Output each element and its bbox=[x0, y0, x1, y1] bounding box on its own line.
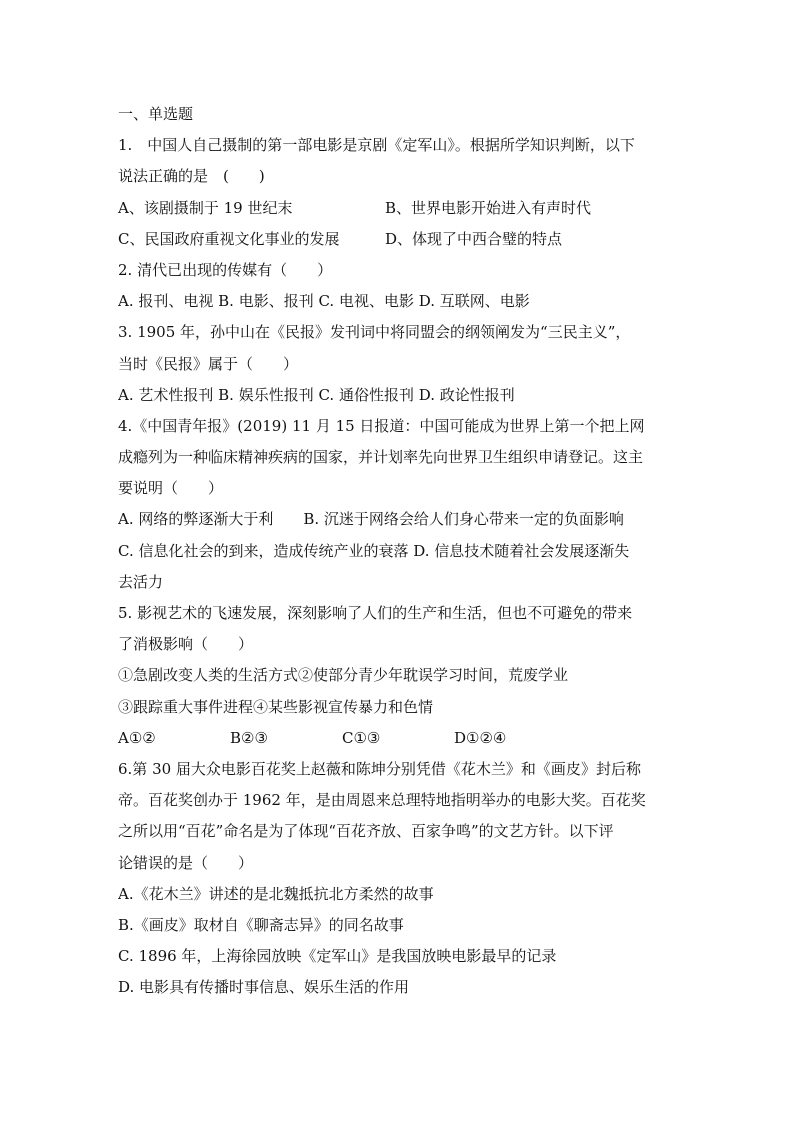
question-5 bbox=[118, 598, 683, 754]
question-6-stem-line-1: 6.第 30 届大众电影百花奖上赵薇和陈坤分别凭借《花木兰》和《画皮》封后称 bbox=[118, 759, 641, 778]
question-4 bbox=[118, 411, 683, 598]
question-6-stem-line-2: 帝。百花奖创办于 1962 年，是由周恩来总理特地指明举办的电影大奖。百花奖 bbox=[118, 791, 646, 810]
question-5-statements-line-1: ①急剧改变人类的生活方式②使部分青少年耽误学习时间，荒废学业 bbox=[118, 666, 569, 685]
question-1-stem-line-1: 1. 中国人自己摄制的第一部电影是京剧《定军山》。根据所学知识判断，以下 bbox=[118, 136, 635, 155]
question-4-options-line-1: A. 网络的弊逐渐大于利 B. 沉迷于网络会给人们身心带来一定的负面影响 bbox=[118, 510, 624, 529]
question-6-stem-line-4: 论错误的是（ ） bbox=[118, 853, 254, 872]
question-6-option-d: D. 电影具有传播时事信息、娱乐生活的作用 bbox=[118, 978, 410, 997]
option-c: C、民国政府重视文化事业的发展 bbox=[118, 229, 340, 248]
question-6-stem-line-3: 之所以用“百花”命名是为了体现“百花齐放、百家争鸣”的文艺方针。以下评 bbox=[118, 822, 614, 841]
question-5-stem-line-1: 5. 影视艺术的飞速发展，深刻影响了人们的生产和生活，但也不可避免的带来 bbox=[118, 604, 633, 622]
option-a: A、该剧摄制于 19 世纪末 bbox=[118, 198, 293, 217]
question-4-stem-line-3: 要说明（ ） bbox=[118, 479, 224, 498]
question-4-stem-line-2: 成瘾列为一种临床精神疾病的国家，并计划率先向世界卫生组织申请登记。这主 bbox=[118, 448, 644, 467]
question-3-stem-line-2: 当时《民报》属于（ ） bbox=[118, 354, 299, 373]
question-3 bbox=[118, 317, 683, 411]
question-2 bbox=[118, 255, 683, 317]
question-5-stem-line-2: 了消极影响（ ） bbox=[118, 635, 254, 654]
option-d: D①②④ bbox=[454, 728, 507, 747]
option-b: B、世界电影开始进入有声时代 bbox=[385, 198, 592, 217]
question-1-options-row-1 bbox=[118, 193, 683, 224]
question-5-statements-line-2: ③跟踪重大事件进程④某些影视宣传暴力和色情 bbox=[118, 697, 434, 716]
option-b: B②③ bbox=[230, 728, 268, 747]
section-title: 一、单选题 bbox=[118, 105, 194, 123]
question-6-option-c: C. 1896 年，上海徐园放映《定军山》是我国放映电影最早的记录 bbox=[118, 947, 557, 966]
question-3-options: A. 艺术性报刊 B. 娱乐性报刊 C. 通俗性报刊 D. 政论性报刊 bbox=[118, 385, 515, 404]
question-4-options-line-3: 去活力 bbox=[118, 572, 164, 591]
option-c: C①③ bbox=[342, 728, 381, 747]
question-4-stem-line-1: 4.《中国青年报》(2019) 11 月 15 日报道：中国可能成为世界上第一个把上网 bbox=[118, 416, 645, 435]
question-1-options-row-2 bbox=[118, 224, 683, 255]
question-2-options: A. 报刊、电视 B. 电影、报刊 C. 电视、电影 D. 互联网、电影 bbox=[118, 292, 530, 311]
question-6-option-b: B.《画皮》取材自《聊斋志异》的同名故事 bbox=[118, 915, 404, 934]
question-3-stem-line-1: 3. 1905 年，孙中山在《民报》发刊词中将同盟会的纲领阐发为“三民主义”， bbox=[118, 323, 631, 342]
exam-page bbox=[118, 99, 683, 1003]
question-4-options-line-2: C. 信息化社会的到来，造成传统产业的衰落 D. 信息技术随着社会发展逐渐失 bbox=[118, 541, 630, 560]
question-5-options-row bbox=[118, 723, 683, 754]
question-6 bbox=[118, 754, 683, 1004]
question-2-stem: 2. 清代已出现的传媒有（ ） bbox=[118, 260, 333, 279]
option-a: A①② bbox=[118, 728, 156, 747]
question-1 bbox=[118, 130, 683, 255]
question-6-option-a: A.《花木兰》讲述的是北魏抵抗北方柔然的故事 bbox=[118, 884, 434, 903]
question-1-stem-line-2: 说法正确的是 ( ) bbox=[118, 167, 265, 186]
option-d: D、体现了中西合璧的特点 bbox=[385, 229, 563, 248]
